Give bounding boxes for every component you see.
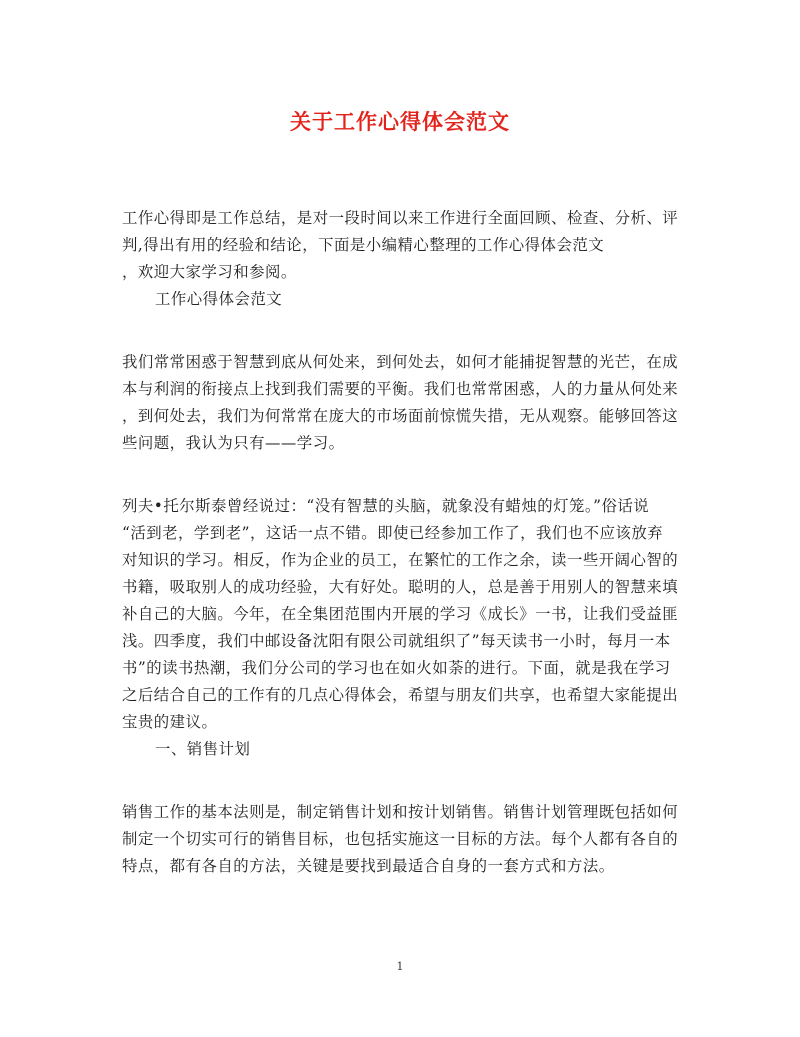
text-line: 列夫•托尔斯泰曾经说过：“没有智慧的头脑，就象没有蜡烛的灯笼。”俗话说 (122, 497, 650, 515)
text-line: 判,得出有用的经验和结论，下面是小编精心整理的工作心得体会范文 (122, 236, 605, 254)
document-body (122, 205, 682, 880)
paragraph-spacer (122, 790, 682, 799)
paragraph-wisdom (122, 349, 682, 457)
text-line: 特点，都有各自的方法，关键是要找到最适合自身的一套方式和方法。 (122, 857, 615, 875)
text-line: 工作心得即是工作总结，是对一段时间以来工作进行全面回顾、检查、分析、评 (122, 209, 679, 227)
text-line: 之后结合自己的工作有的几点心得体会，希望与朋友们共享，也希望大家能提出 (122, 686, 679, 704)
text-line: 书籍，吸取别人的成功经验，大有好处。聪明的人，总是善于用别人的智慧来填 (122, 578, 679, 596)
text-line: 制定一个切实可行的销售目标，也包括实施这一目标的方法。每个人都有各自的 (122, 830, 679, 848)
text-line: ，到何处去，我们为何常常在庞大的市场面前惊慌失措，无从观察。能够回答这 (122, 407, 679, 425)
section-heading-sample (122, 286, 682, 313)
text-line: 宝贵的建议。 (122, 713, 218, 731)
text-line: 本与利润的衔接点上找到我们需要的平衡。我们也常常困惑，人的力量从何处来 (122, 380, 679, 398)
document-title: 关于工作心得体会范文 (290, 109, 510, 134)
text-line: 补自己的大脑。今年，在全集团范围内开展的学习《成长》一书，让我们受益匪 (122, 605, 679, 623)
paragraph-spacer (122, 313, 682, 340)
paragraph-intro (122, 205, 682, 286)
text-line: 我们常常困惑于智慧到底从何处来，到何处去，如何才能捕捉智慧的光芒，在成 (122, 353, 679, 371)
paragraph-spacer (122, 340, 682, 349)
text-line: 对知识的学习。相反，作为企业的员工，在繁忙的工作之余，读一些开阔心智的 (122, 551, 679, 569)
text-line: 工作心得体会范文 (155, 290, 283, 308)
text-line: “活到老，学到老”，这话一点不错。即使已经参加工作了，我们也不应该放弃 (122, 524, 664, 542)
paragraph-sales (122, 799, 682, 880)
page-number: 1 (396, 960, 404, 973)
paragraph-spacer (122, 457, 682, 484)
paragraph-learning (122, 493, 682, 736)
paragraph-spacer (122, 763, 682, 790)
text-line: 销售工作的基本法则是，制定销售计划和按计划销售。销售计划管理既包括如何 (122, 803, 679, 821)
text-line: 些问题，我认为只有——学习。 (122, 434, 345, 452)
text-line: 浅。四季度，我们中邮设备沈阳有限公司就组织了”每天读书一小时，每月一本 (122, 632, 671, 650)
text-line: ，欢迎大家学习和参阅。 (122, 263, 297, 281)
text-line: 书”的读书热潮，我们分公司的学习也在如火如荼的进行。下面，就是我在学习 (122, 659, 671, 677)
section-heading-sales-plan (122, 736, 682, 763)
text-line: 一、销售计划 (155, 740, 251, 758)
paragraph-spacer (122, 484, 682, 493)
